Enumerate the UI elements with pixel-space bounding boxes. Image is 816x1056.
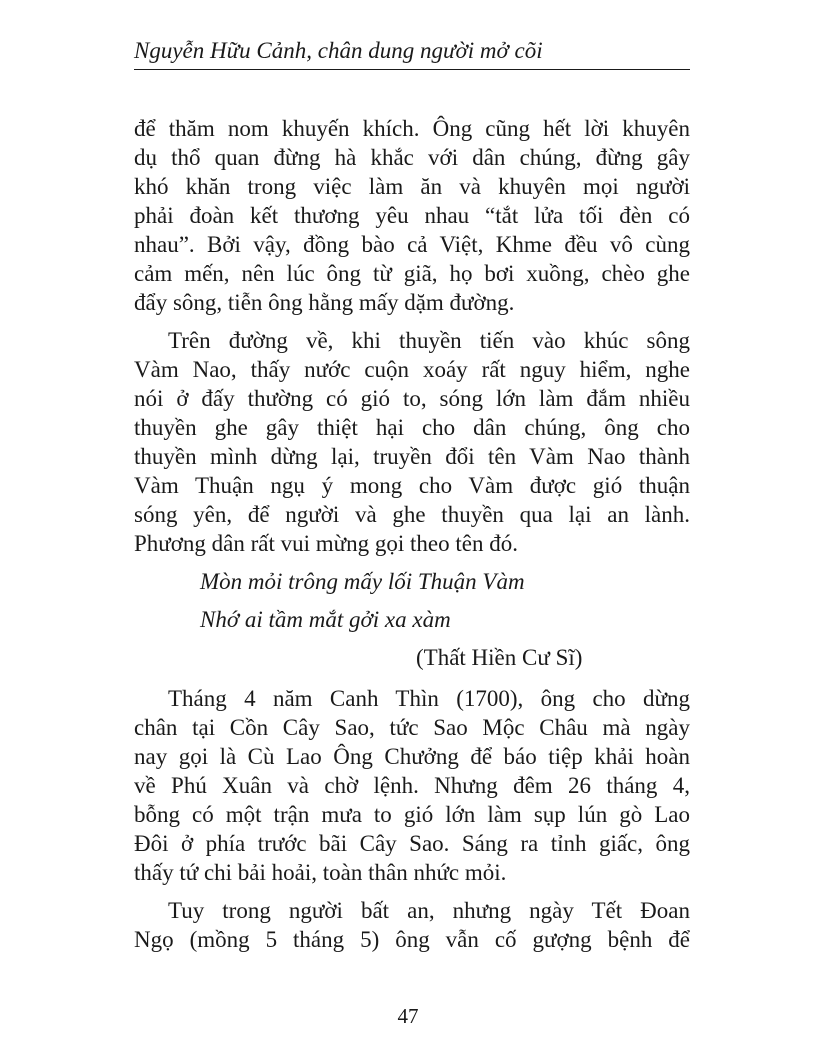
text-line: đẩy sông, tiễn ông hằng mấy dặm đường. bbox=[134, 290, 515, 315]
verse-attribution: (Thất Hiền Cư Sĩ) bbox=[416, 645, 583, 670]
paragraph-4 bbox=[134, 896, 690, 954]
verse-line: Nhớ ai tầm mắt gởi xa xàm bbox=[200, 607, 451, 632]
text-line: thấy tứ chi bải hoải, toàn thân nhức mỏi. bbox=[134, 860, 507, 885]
text-line: phải đoàn kết thương yêu nhau “tắt lửa tối đèn có bbox=[134, 203, 690, 228]
header-rule bbox=[134, 69, 690, 70]
text-line: nhau”. Bởi vậy, đồng bào cả Việt, Khme đều vô cùng bbox=[134, 232, 690, 257]
text-line: Vàm Thuận ngụ ý mong cho Vàm được gió thuận bbox=[134, 473, 690, 498]
text-line: Ngọ (mồng 5 tháng 5) ông vẫn cố gượng bệnh để bbox=[134, 927, 690, 952]
text-line: Đôi ở phía trước bãi Cây Sao. Sáng ra tỉnh giấc, ông bbox=[134, 831, 690, 856]
text-line: Vàm Nao, thấy nước cuộn xoáy rất nguy hiểm, nghe bbox=[134, 357, 690, 382]
text-line: nay gọi là Cù Lao Ông Chưởng để báo tiệp khải hoàn bbox=[134, 744, 690, 769]
text-line: cảm mến, nên lúc ông từ giã, họ bơi xuồng, chèo ghe bbox=[134, 261, 690, 286]
text-line: dụ thổ quan đừng hà khắc với dân chúng, đừng gây bbox=[134, 145, 690, 170]
text-line: để thăm nom khuyến khích. Ông cũng hết lời khuyên bbox=[134, 116, 690, 141]
paragraph-2 bbox=[134, 326, 690, 558]
text-line: Trên đường về, khi thuyền tiến vào khúc sông bbox=[168, 328, 690, 353]
verse-block bbox=[134, 567, 690, 634]
text-line: Phương dân rất vui mừng gọi theo tên đó. bbox=[134, 531, 518, 556]
text-line: bỗng có một trận mưa to gió lớn làm sụp lún gò Lao bbox=[134, 802, 690, 827]
paragraph-1 bbox=[134, 114, 690, 317]
body-text bbox=[134, 114, 690, 963]
paragraph-3 bbox=[134, 684, 690, 887]
text-line: về Phú Xuân và chờ lệnh. Nhưng đêm 26 tháng 4, bbox=[134, 773, 690, 798]
text-line: chân tại Cồn Cây Sao, tức Sao Mộc Châu mà ngày bbox=[134, 715, 690, 740]
text-line: sóng yên, để người và ghe thuyền qua lại an lành. bbox=[134, 502, 690, 527]
running-title: Nguyễn Hữu Cảnh, chân dung người mở cõi bbox=[134, 38, 543, 63]
text-line: Tháng 4 năm Canh Thìn (1700), ông cho dừng bbox=[168, 686, 690, 711]
page-number: 47 bbox=[397, 1004, 419, 1028]
text-line: thuyền mình dừng lại, truyền đổi tên Vàm Nao thành bbox=[134, 444, 690, 469]
text-line: khó khăn trong việc làm ăn và khuyên mọi người bbox=[134, 174, 690, 199]
text-line: thuyền ghe gây thiệt hại cho dân chúng, ông cho bbox=[134, 415, 690, 440]
verse-line: Mòn mỏi trông mấy lối Thuận Vàm bbox=[200, 569, 525, 594]
text-line: Tuy trong người bất an, nhưng ngày Tết Đoan bbox=[168, 898, 690, 923]
page-header bbox=[134, 38, 690, 70]
text-line: nói ở đấy thường có gió to, sóng lớn làm đắm nhiều bbox=[134, 386, 690, 411]
